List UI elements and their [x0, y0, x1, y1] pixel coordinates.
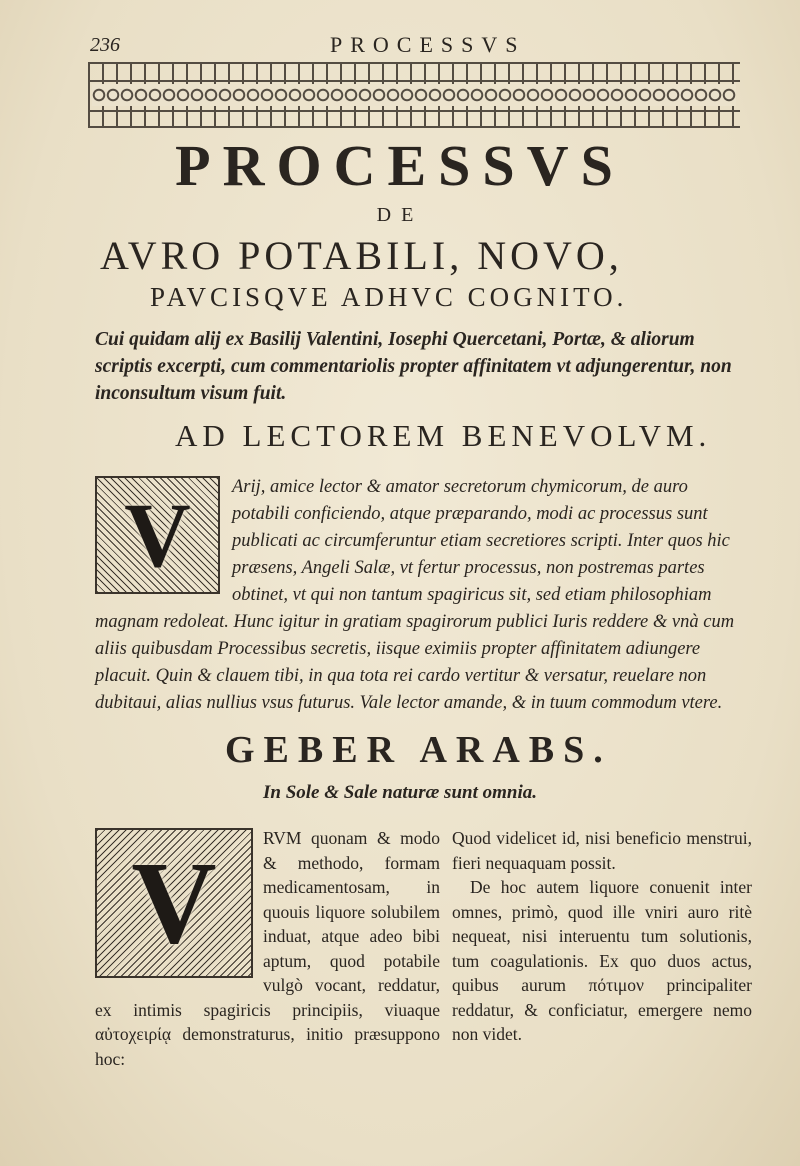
subtitle: Cui quidam alij ex Basilij Valentini, Iosephi Quercetani, Portæ, & aliorum scriptis excerpti, cum commentariolis propter affinitatem vt adjungerentur, non inconsultum visum fuit.	[95, 329, 732, 404]
text-column-right	[452, 826, 752, 1047]
title-line-2: AVRO POTABILI, NOVO,	[100, 233, 623, 278]
preface-text: Arij, amice lector & amator secretorum chymicorum, de auro potabili conficiendo, atque præparando, modi ac processus sunt publicati ac circumferuntur etiam secretiores scripti. Inter quos hic præsens, Angeli Salæ, vt fertur processus, non postremas partes obtinet, vt qui non tantum spagiricus sit, sed etiam philosophiam magnam redoleat. Hunc igitur in gratiam spagirorum publici Iuris reddere & vnà cum aliis quibusdam Processibus secretis, iisque eximiis propter affinitatem adiungere placuit. Quin & clauem tibi, in qua tota rei cardo vertitur & versatur, reuelare non dubitaui, alias nullius vsus futurus. Vale lector amande, & in tuum commodum vtere.	[95, 477, 735, 713]
title-main: PROCESSVS	[175, 133, 625, 198]
initial-letter: V	[131, 836, 217, 968]
running-head	[90, 28, 730, 58]
fleuron-band-icon	[88, 62, 740, 128]
lector-heading: AD LECTOREM BENEVOLVM.	[175, 418, 712, 453]
page-number: 236	[90, 34, 120, 56]
initial-letter: V	[124, 483, 191, 586]
title-line-3: PAVCISQVE ADHVC COGNITO.	[150, 282, 628, 312]
left-column-text: RVM quonam & modo & methodo, formam medicamentosam, in quouis liquore solubilem induat, atque adeo bibi aptum, quod potabile vulgò vocant, reddatur, ex intimis spagiricis principiis, viuaque αὐτοχειρίᾳ demonstraturus, initio præsuppono hoc:	[95, 828, 440, 1069]
decorated-initial-icon	[95, 828, 253, 978]
running-title: PROCESSVS	[330, 32, 526, 57]
right-column-paragraph: Quod videlicet id, nisi beneficio menstrui, fieri nequaquam possit.	[452, 828, 752, 873]
title-de: DE	[376, 204, 424, 226]
geber-heading: GEBER ARABS.	[225, 729, 612, 771]
preface-paragraph	[95, 474, 745, 717]
right-column-paragraph: De hoc autem liquore conuenit inter omnes, primò, quod ille vniri auro ritè nequeat, nisi interuentu tum solutionis, tum coagulationis. Ex quo duos actus, quibus aurum πότιμον principaliter reddatur, & conficiatur, emergere nemo non videt.	[452, 877, 752, 1044]
ornament-inner-band	[92, 84, 736, 106]
decorated-initial-icon	[95, 476, 220, 594]
text-column-left	[95, 826, 440, 1071]
geber-motto: In Sole & Sale naturæ sunt omnia.	[262, 782, 537, 803]
